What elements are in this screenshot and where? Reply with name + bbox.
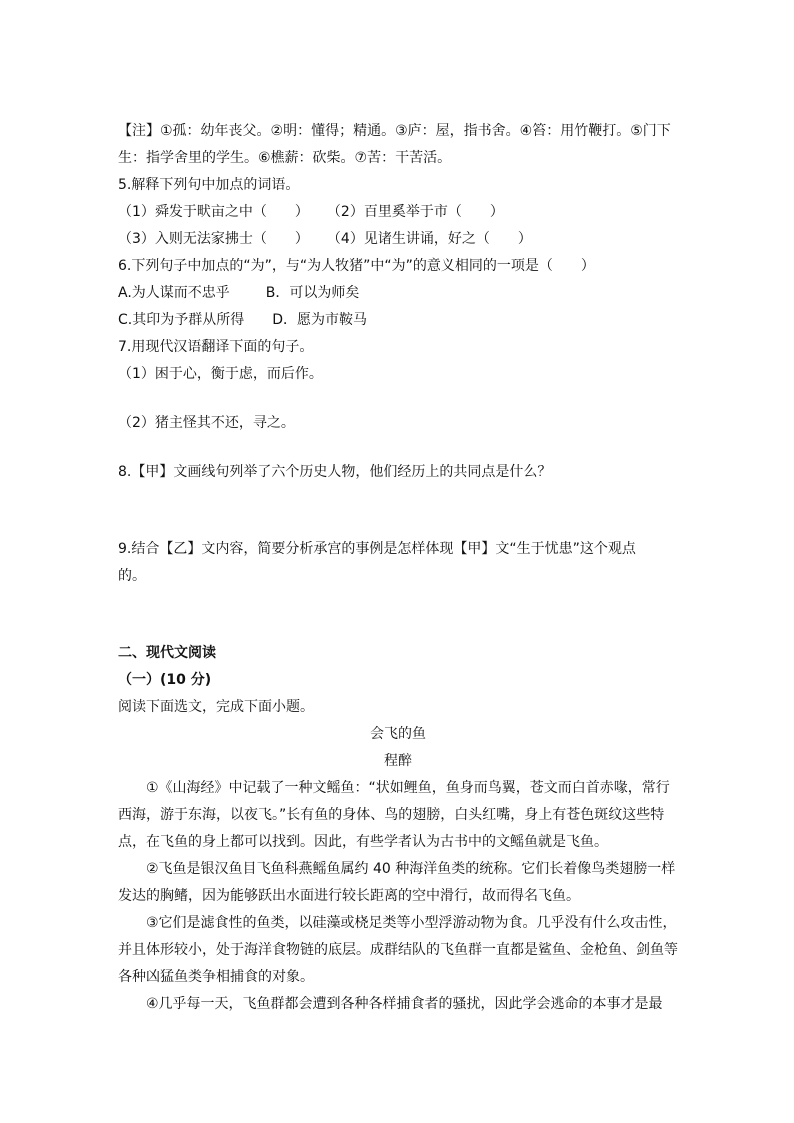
article-title: 会飞的鱼 — [370, 726, 426, 742]
question-6-option-d: D．愿为市鞍马 — [272, 312, 368, 328]
annotation-note: 【注】①孤：幼年丧父。②明：懂得；精通。③庐：屋，指书舍。④笞：用竹鞭打。⑤门下生：指学舍里的学生。⑥樵薪：砍柴。⑦苦：干苦活。 — [118, 123, 671, 166]
question-5-item-1: （1）舜发于畎亩之中（ ） — [118, 204, 309, 220]
question-6-option-b: B．可以为师矣 — [265, 285, 360, 301]
article-paragraph-1: ①《山海经》中记载了一种文鳐鱼：“状如鲤鱼，鱼身而鸟翼，苍文而白首赤喙，常行西海，游于东海，以夜飞。”长有鱼的身体、鸟的翅膀，白头红嘴，身上有苍色斑纹这些特点，在飞鱼的身上都可以找到。因此，有些学者认为古书中的文鳐鱼就是飞鱼。 — [118, 780, 670, 850]
section-heading: 二、现代文阅读 — [118, 645, 216, 661]
article-paragraph-2: ②飞鱼是银汉鱼目飞鱼科燕鳐鱼属约 40 种海洋鱼类的统称。它们长着像鸟类翅膀一样发达的胸鳍，因为能够跃出水面进行较长距离的空中滑行，故而得名飞鱼。 — [118, 861, 676, 904]
question-6-options-row-2 — [118, 307, 678, 334]
page-content — [118, 118, 678, 1018]
question-7-sentence-2: （2）猪主怪其不还，寻之。 — [118, 415, 295, 431]
question-5-row-1 — [118, 199, 678, 226]
question-7-title: 7.用现代汉语翻译下面的句子。 — [118, 339, 314, 355]
question-6-options-row-1 — [118, 280, 678, 307]
section-subheading: （一）(10 分) — [118, 672, 212, 688]
question-5-item-3: （3）入则无法家拂士（ ） — [118, 231, 309, 247]
question-5-item-2: （2）百里奚举于市（ ） — [326, 204, 504, 220]
article-paragraph-3: ③它们是滤食性的鱼类，以硅藻或桡足类等小型浮游动物为食。几乎没有什么攻击性，并且体形较小，处于海洋食物链的底层。成群结队的飞鱼群一直都是鲨鱼、金枪鱼、剑鱼等各种凶猛鱼类争相捕食的对象。 — [118, 915, 678, 985]
question-5-row-2 — [118, 226, 678, 253]
question-5-item-4: （4）见诸生讲诵，好之（ ） — [326, 231, 532, 247]
question-9-title-line-1: 9.结合【乙】文内容，简要分析承宫的事例是怎样体现【甲】文“生于忧患”这个观点 — [118, 541, 636, 557]
question-9-title-line-2: 的。 — [118, 568, 146, 584]
question-7-sentence-1: （1）困于心，衡于虑，而后作。 — [118, 366, 323, 382]
question-5-title: 5.解释下列句中加点的词语。 — [118, 177, 300, 193]
reading-instruction: 阅读下面选文，完成下面小题。 — [118, 699, 314, 715]
article-paragraph-4: ④几乎每一天，飞鱼群都会遭到各种各样捕食者的骚扰，因此学会逃命的本事才是最 — [146, 996, 663, 1012]
question-6-title: 6.下列句子中加点的“为”，与“为人牧猪”中“为”的意义相同的一项是（ ） — [118, 258, 595, 274]
question-6-option-a: A.为人谋而不忠乎 — [118, 285, 230, 301]
question-8-title: 8.【甲】文画线句列举了六个历史人物，他们经历上的共同点是什么？ — [118, 464, 552, 480]
article-author: 程醉 — [384, 753, 412, 769]
question-6-option-c: C.其印为予群从所得 — [118, 312, 245, 328]
